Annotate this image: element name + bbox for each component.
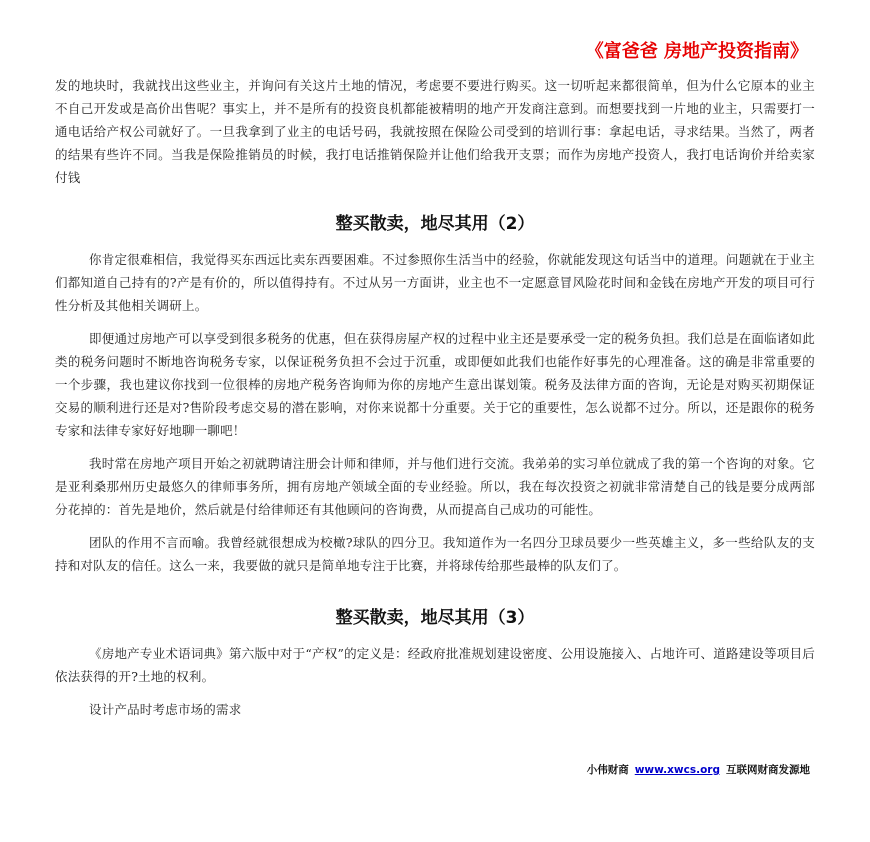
section-2-paragraph-2: 即便通过房地产可以享受到很多税务的优惠，但在获得房屋产权的过程中业主还是要承受一定的税务负担。我们总是在面临诸如此类的税务问题时不断地咨询税务专家，以保证税务负担不会过于沉重，或即便如此我们也能作好事先的心理准备。这的确是非常重要的一个步骤，我也建议你找到一位很棒的房地产税务咨询师为你的房地产生意出谋划策。税务及法律方面的咨询，无论是对购买初期保证交易的顺利进行还是对?售阶段考虑交易的潜在影响，对你来说都十分重要。关于它的重要性，怎么说都不过分。所以，还是跟你的税务专家和法律专家好好地聊一聊吧！ [55, 331, 815, 438]
section-3-paragraph-1: 《房地产专业术语词典》第六版中对于“产权”的定义是：经政府批准规划建设密度、公用设施接入、占地许可、道路建设等项目后依法获得的开?土地的权利。 [55, 646, 815, 684]
page-footer [587, 762, 810, 777]
section-2-paragraph-1: 你肯定很难相信，我觉得买东西远比卖东西要困难。不过参照你生活当中的经验，你就能发现这句话当中的道理。问题就在于业主们都知道自己持有的?产是有价的，所以值得持有。不过从另一方面讲，业主也不一定愿意冒风险花时间和金钱在房地产开发的项目可行性分析及其他相关调研上。 [55, 252, 815, 313]
document-title: 《富爸爸 房地产投资指南》 [585, 41, 808, 62]
section-2-heading: 整买散卖，地尽其用（2） [335, 214, 535, 234]
section-3-paragraph-2: 设计产品时考虑市场的需求 [89, 702, 242, 717]
section-2-paragraph-4: 团队的作用不言而喻。我曾经就很想成为校橄?球队的四分卫。我知道作为一名四分卫球员要少一些英雄主义，多一些给队友的支持和对队友的信任。这么一来，我要做的就只是简单地专注于比赛，并将球传给那些最棒的队友们了。 [55, 535, 815, 573]
section-2-paragraph-3: 我时常在房地产项目开始之初就聘请注册会计师和律师，并与他们进行交流。我弟弟的实习单位就成了我的第一个咨询的对象。它是亚利桑那州历史最悠久的律师事务所，拥有房地产领域全面的专业经验。所以，我在每次投资之初就非常清楚自己的钱是要分成两部分花掉的：首先是地价，然后就是付给律师还有其他顾问的咨询费，从而提高自己成功的可能性。 [55, 456, 815, 517]
section-3-heading: 整买散卖，地尽其用（3） [335, 608, 535, 628]
footer-website-link[interactable]: www.xwcs.org [634, 764, 720, 776]
footer-brand: 小伟财商 [586, 764, 629, 776]
document-body [55, 74, 815, 721]
footer-tagline: 互联网财商发源地 [726, 764, 810, 776]
intro-paragraph: 发的地块时，我就找出这些业主，并询问有关这片土地的情况，考虑要不要进行购买。这一切听起来都很简单，但为什么它原本的业主不自己开发或是高价出售呢？事实上，并不是所有的投资良机都能被精明的地产开发商注意到。而想要找到一片地的业主，只需要打一通电话给产权公司就好了。一旦我拿到了业主的电话号码，我就按照在保险公司受到的培训行事：拿起电话，寻求结果。当然了，两者的结果有些许不同。当我是保险推销员的时候，我打电话推销保险并让他们给我开支票；而作为房地产投资人，我打电话询价并给卖家付钱 [55, 78, 815, 185]
